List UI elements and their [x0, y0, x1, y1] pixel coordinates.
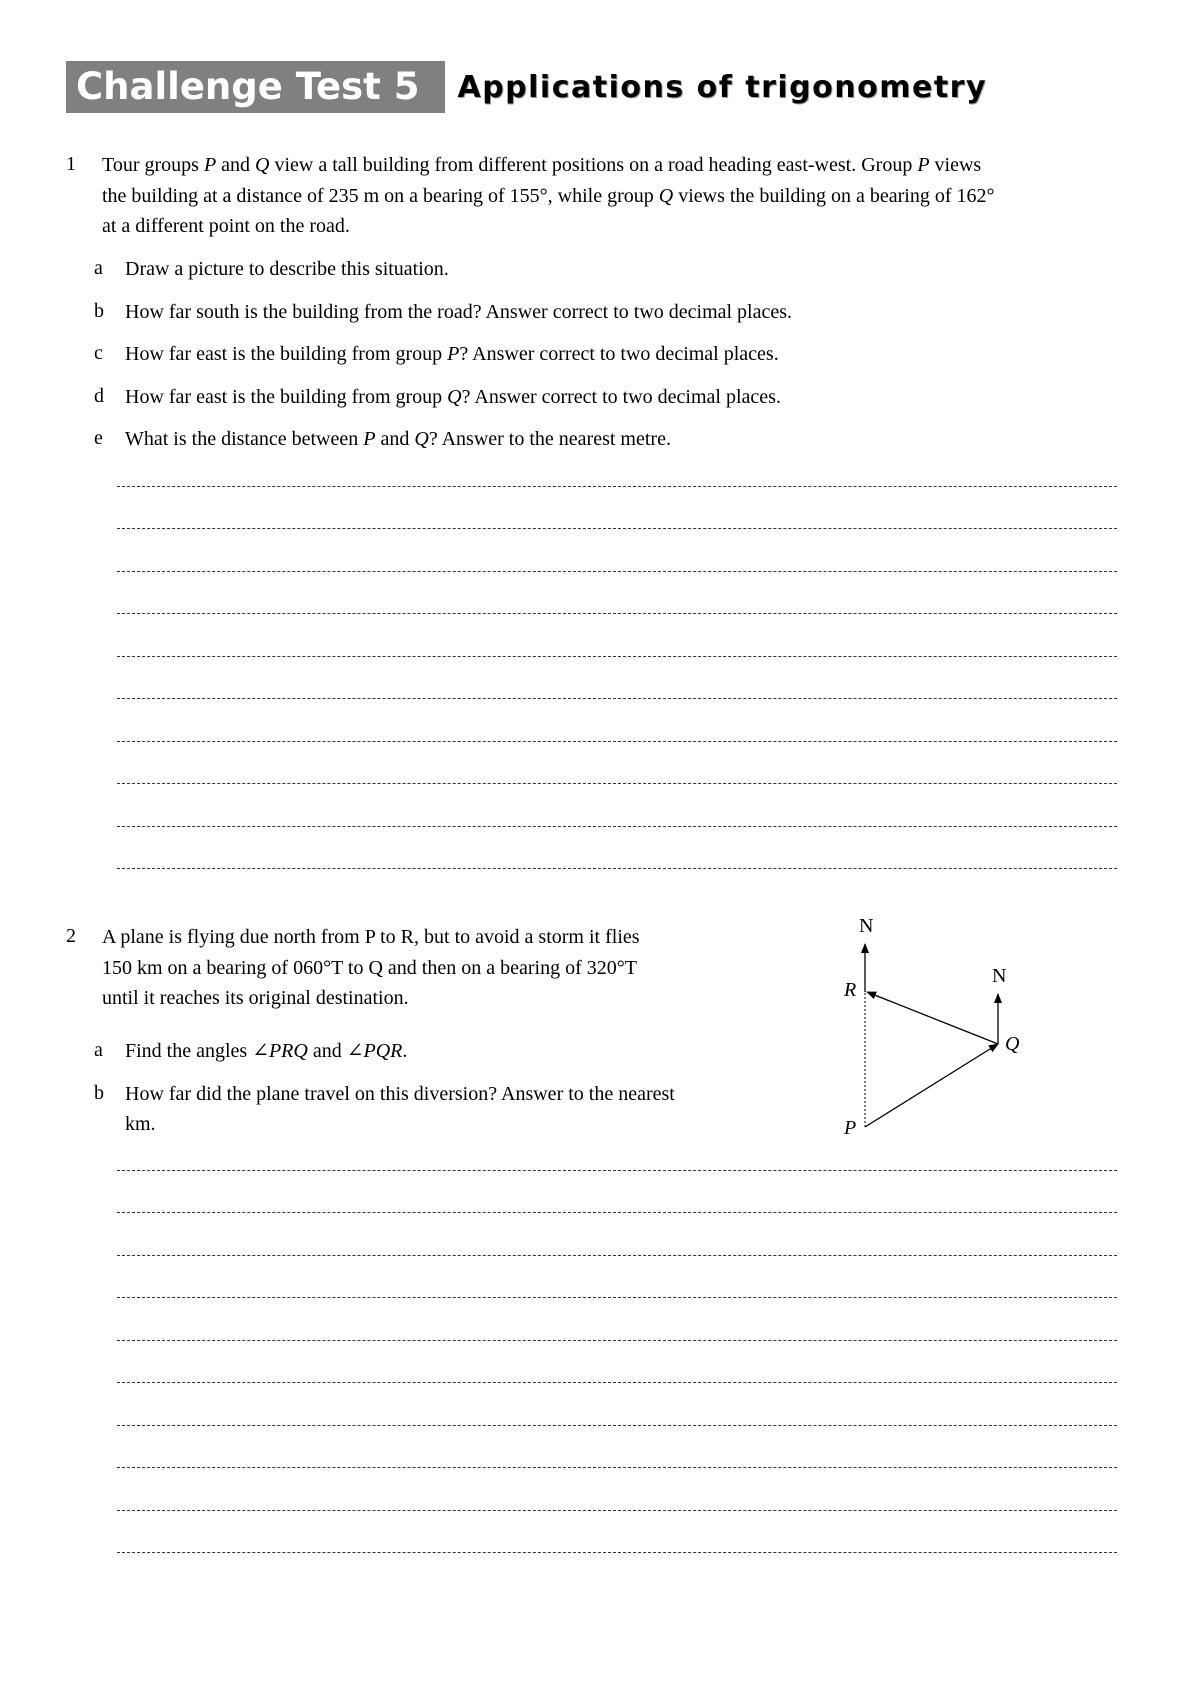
- answer-line[interactable]: [117, 657, 1117, 700]
- answer-line[interactable]: [117, 1511, 1117, 1554]
- path-q-to-r: [867, 992, 998, 1044]
- question-2-number: 2: [66, 925, 76, 947]
- part-1e-text: What is the distance between P and Q? Answer to the nearest metre.: [125, 428, 671, 450]
- answer-line[interactable]: [117, 444, 1117, 487]
- part-2a-text: Find the angles ∠PRQ and ∠PQR.: [125, 1040, 408, 1062]
- part-1d-label: d: [94, 385, 104, 407]
- part-1b-label: b: [94, 300, 104, 322]
- north-label-q: N: [992, 965, 1007, 987]
- answer-line[interactable]: [117, 1383, 1117, 1426]
- answer-line[interactable]: [117, 487, 1117, 530]
- page-header: [66, 61, 987, 113]
- answer-line[interactable]: [117, 572, 1117, 615]
- question-1-number: 1: [66, 153, 76, 175]
- answer-line[interactable]: [117, 1341, 1117, 1384]
- part-1a-text: Draw a picture to describe this situation.: [125, 258, 449, 280]
- part-1b-text: How far south is the building from the road? Answer correct to two decimal places.: [125, 301, 793, 323]
- question-2-line: 150 km on a bearing of 060°T to Q and then on a bearing of 320°T: [102, 956, 637, 979]
- answer-line[interactable]: [117, 1468, 1117, 1511]
- bearing-diagram: [830, 912, 1050, 1142]
- page-title: Applications of trigonometry: [457, 69, 988, 105]
- question-1-text: [102, 150, 995, 242]
- part-1c-label: c: [94, 342, 103, 364]
- part-2b-line: How far did the plane travel on this diversion? Answer to the nearest: [125, 1083, 675, 1105]
- test-badge: Challenge Test 5: [66, 61, 445, 113]
- answer-lines-q1[interactable]: [117, 444, 1117, 869]
- question-2-line: A plane is flying due north from P to R, but to avoid a storm it flies: [102, 926, 640, 948]
- question-1-line: at a different point on the road.: [102, 215, 350, 237]
- answer-line[interactable]: [117, 1213, 1117, 1256]
- part-2b-label: b: [94, 1082, 104, 1104]
- question-1-line: Tour groups P and Q view a tall building from different positions on a road heading east-west. Group P views: [102, 154, 982, 176]
- answer-line[interactable]: [117, 1256, 1117, 1299]
- answer-line[interactable]: [117, 699, 1117, 742]
- part-2a-label: a: [94, 1039, 103, 1061]
- part-2b-line: km.: [125, 1113, 156, 1135]
- answer-line[interactable]: [117, 1171, 1117, 1214]
- answer-line[interactable]: [117, 1128, 1117, 1171]
- part-1d-text: How far east is the building from group Q? Answer correct to two decimal places.: [125, 386, 781, 408]
- answer-line[interactable]: [117, 827, 1117, 870]
- point-q-label: Q: [1005, 1033, 1020, 1055]
- point-p-label: P: [844, 1117, 857, 1139]
- part-1c-text: How far east is the building from group P? Answer correct to two decimal places.: [125, 343, 779, 365]
- answer-line[interactable]: [117, 1426, 1117, 1469]
- answer-line[interactable]: [117, 614, 1117, 657]
- answer-lines-q2[interactable]: [117, 1128, 1117, 1553]
- answer-line[interactable]: [117, 1298, 1117, 1341]
- north-label-r: N: [859, 915, 874, 937]
- answer-line[interactable]: [117, 742, 1117, 785]
- answer-line[interactable]: [117, 784, 1117, 827]
- question-2-line: until it reaches its original destination.: [102, 987, 409, 1009]
- point-r-label: R: [844, 979, 857, 1001]
- part-1e-label: e: [94, 427, 103, 449]
- answer-line[interactable]: [117, 529, 1117, 572]
- part-1a-label: a: [94, 257, 103, 279]
- question-1-line: the building at a distance of 235 m on a bearing of 155°, while group Q views the building on a bearing of 162°: [102, 184, 995, 207]
- question-2-text: [102, 922, 640, 1014]
- path-p-to-q: [865, 1044, 998, 1127]
